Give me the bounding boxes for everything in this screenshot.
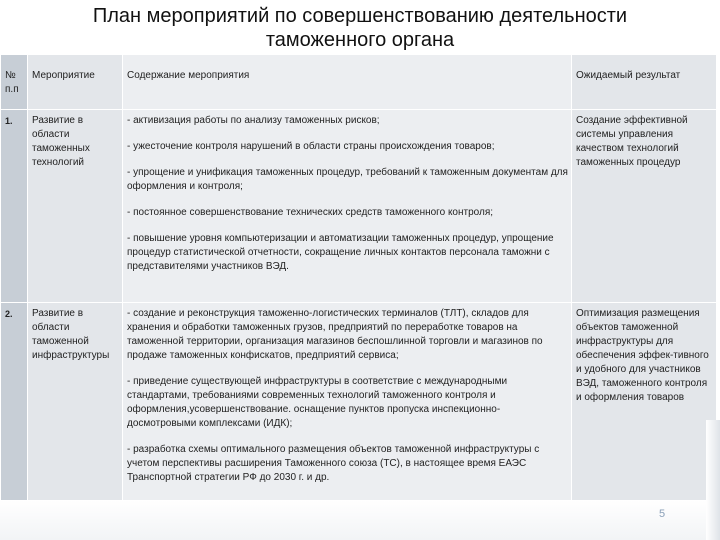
row-content xyxy=(123,303,572,520)
slide-title-line-1: План мероприятий по совершенствованию деятельности xyxy=(92,5,628,27)
row-result: Оптимизация размещения объектов таможенной инфраструктуры для обеспечения эффек-тивного и удобного для участников ВЭД, таможенного контроля и оформления товаров xyxy=(572,303,717,520)
row-content xyxy=(123,110,572,303)
measures-table xyxy=(0,54,717,520)
row-result: Создание эффективной системы управления качеством технологий таможенных процедур xyxy=(572,110,717,303)
table-header-row xyxy=(1,55,717,110)
row-measure: Развитие в области таможенной инфраструктуры xyxy=(28,303,123,520)
slide-number: 5 xyxy=(658,508,666,520)
header-result: Ожидаемый результат xyxy=(572,55,717,110)
row-number: 2. xyxy=(1,303,28,520)
header-measure: Мероприятие xyxy=(28,55,123,110)
header-num: № п.п xyxy=(1,55,28,110)
content-item: - ужесточение контроля нарушений в области страны происхождения товаров; xyxy=(127,141,495,152)
slide-title-line-2: таможенного органа xyxy=(265,29,455,51)
content-item: - упрощение и унификация таможенных процедур, требований к таможенным документам для оформления и контроля; xyxy=(127,167,568,192)
content-item: - повышение уровня компьютеризации и автоматизации таможенных процедур, упрощение процедур статистической отчетности, сокращение личных контактов персонала таможни с представителями участников ВЭД. xyxy=(127,233,554,272)
content-item: - приведение существующей инфраструктуры в соответствие с международными стандартами, требованиями современных технологий таможенного контроля и оформления,усовершенствование. оснащение пунктов пропуска инспекционно-досмотровыми комплексами (ИДК); xyxy=(127,376,508,429)
decorative-edge xyxy=(706,420,720,540)
table-row xyxy=(1,110,717,303)
table-row xyxy=(1,303,717,520)
content-item: - создание и реконструкция таможенно-логистических терминалов (ТЛТ), складов для хранения и обработки таможенных грузов, предприятий по переработке товаров на таможенной территории, организация магазинов беспошлинной торговли и магазинов по продаже таможенных конфискатов, предприятий сервиса; xyxy=(127,308,543,361)
slide-title xyxy=(0,4,720,52)
slide-footer xyxy=(0,500,720,540)
content-item: - активизация работы по анализу таможенных рисков; xyxy=(127,115,380,126)
row-measure: Развитие в области таможенных технологий xyxy=(28,110,123,303)
content-item: - разработка схемы оптимального размещения объектов таможенной инфраструктуры с учетом перспективы расширения Таможенного союза (ТС), в настоящее время ЕАЭС Транспортной стратегии РФ до 2030 г. и др. xyxy=(127,444,540,483)
content-item: - постоянное совершенствование технических средств таможенного контроля; xyxy=(127,207,494,218)
row-number: 1. xyxy=(1,110,28,303)
header-content: Содержание мероприятия xyxy=(123,55,572,110)
